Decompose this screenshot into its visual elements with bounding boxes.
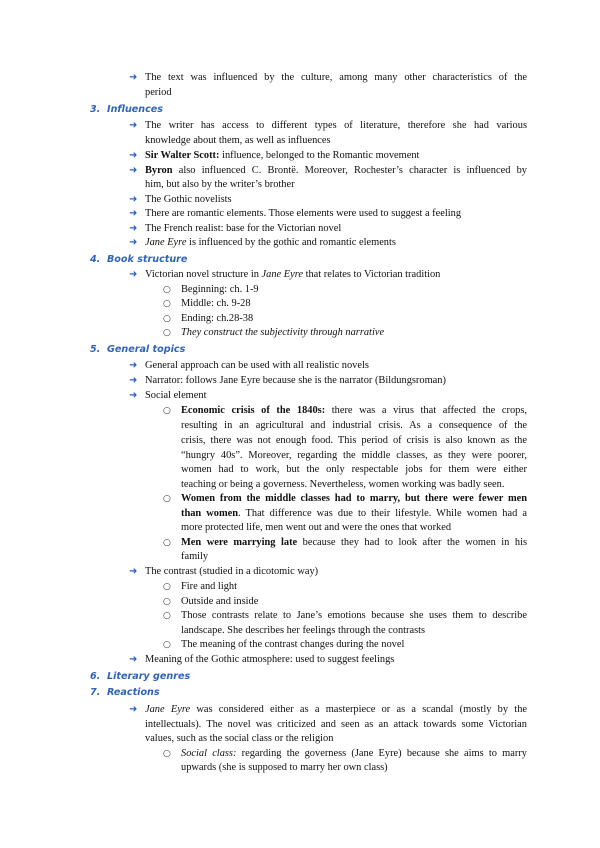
body-line: teaching or being a governess. Nevertheless, women working was badly seen.: [181, 479, 505, 490]
body-line: The meaning of the contrast changes during the novel: [181, 639, 405, 650]
body-line: more protected life, men went out and were the ones that worked: [181, 522, 452, 533]
circle-bullet-icon: ○: [163, 582, 171, 592]
arrow-bullet-icon: ➜: [129, 704, 138, 715]
circle-bullet-icon: ○: [163, 328, 171, 338]
body-line: The Gothic novelists: [145, 194, 232, 205]
arrow-bullet-icon: ➜: [129, 208, 138, 219]
circle-bullet-icon: ○: [163, 299, 171, 309]
arrow-bullet-icon: ➜: [129, 165, 138, 176]
body-line: Beginning: ch. 1-9: [181, 284, 259, 295]
arrow-bullet-icon: ➜: [129, 375, 138, 386]
body-line: Fire and light: [181, 581, 237, 592]
circle-bullet-icon: ○: [163, 406, 171, 416]
arrow-bullet-icon: ➜: [129, 654, 138, 665]
body-line: Byron also influenced C. Brontë. Moreover, Rochester’s character is influenced by: [145, 165, 527, 176]
arrow-bullet-icon: ➜: [129, 390, 138, 401]
arrow-bullet-icon: ➜: [129, 269, 138, 280]
arrow-bullet-icon: ➜: [129, 223, 138, 234]
body-line: Middle: ch. 9-28: [181, 298, 251, 309]
body-line: family: [181, 551, 209, 562]
body-line: Outside and inside: [181, 596, 259, 607]
body-line: Social class: regarding the governess (Jane Eyre) because she aims to marry: [181, 748, 527, 759]
body-line: Jane Eyre is influenced by the gothic and romantic elements: [145, 237, 396, 248]
body-line: intellectuals). The novel was criticized and seen as an attack towards some Victorian: [145, 719, 527, 730]
arrow-bullet-icon: ➜: [129, 237, 138, 248]
section-heading-reactions: 7. Reactions: [90, 687, 160, 698]
body-line: “hungry 40s”. Moreover, regarding the middle classes, as they were poorer,: [181, 450, 527, 461]
body-line: There are romantic elements. Those elements were used to suggest a feeling: [145, 208, 462, 219]
body-line: The text was influenced by the culture, among many other characteristics of the: [145, 72, 527, 83]
circle-bullet-icon: ○: [163, 314, 171, 324]
arrow-bullet-icon: ➜: [129, 72, 138, 83]
body-line: The writer has access to different types of literature, therefore she had various: [145, 120, 527, 131]
section-heading-book-structure: 4. Book structure: [90, 254, 188, 265]
circle-bullet-icon: ○: [163, 285, 171, 295]
arrow-bullet-icon: ➜: [129, 194, 138, 205]
body-line: knowledge about them, as well as influences: [145, 135, 331, 146]
body-line: crisis, there was not enough food. This period of crisis is also known as the: [181, 435, 527, 446]
body-line: Social element: [145, 390, 207, 401]
body-line: General approach can be used with all realistic novels: [145, 360, 369, 371]
body-line: Sir Walter Scott: influence, belonged to the Romantic movement: [145, 150, 420, 161]
body-line: The French realist: base for the Victorian novel: [145, 223, 342, 234]
circle-bullet-icon: ○: [163, 611, 171, 621]
section-heading-literary-genres: 6. Literary genres: [90, 671, 191, 682]
section-heading-influences: 3. Influences: [90, 104, 164, 115]
body-line: Victorian novel structure in Jane Eyre that relates to Victorian tradition: [145, 269, 441, 280]
body-line: Narrator: follows Jane Eyre because she is the narrator (Bildungsroman): [145, 375, 446, 386]
body-line: landscape. She describes her feelings through the contrasts: [181, 625, 426, 636]
body-line: Meaning of the Gothic atmosphere: used to suggest feelings: [145, 654, 395, 665]
section-heading-general-topics: 5. General topics: [90, 344, 186, 355]
body-line: upwards (she is supposed to marry her own class): [181, 762, 388, 773]
circle-bullet-icon: ○: [163, 597, 171, 607]
body-line: Jane Eyre was considered either as a masterpiece or as a scandal (mostly by the: [145, 704, 527, 715]
arrow-bullet-icon: ➜: [129, 566, 138, 577]
body-line: him, but also by the writer’s brother: [145, 179, 295, 190]
body-line: Men were marrying late because they had to look after the women in his: [181, 537, 527, 548]
body-line: The contrast (studied in a dicotomic way): [145, 566, 319, 577]
body-line: than women. That difference was due to their lifestyle. While women had a: [181, 508, 528, 519]
circle-bullet-icon: ○: [163, 749, 171, 759]
body-line: Those contrasts relate to Jane’s emotions because she uses them to describe: [181, 610, 527, 621]
circle-bullet-icon: ○: [163, 640, 171, 650]
body-line: Women from the middle classes had to marry, but there were fewer men: [181, 493, 527, 504]
body-line: values, such as the social class or the religion: [145, 733, 334, 744]
body-line: They construct the subjectivity through narrative: [181, 327, 385, 338]
circle-bullet-icon: ○: [163, 494, 171, 504]
arrow-bullet-icon: ➜: [129, 360, 138, 371]
body-line: resulting in an agricultural and industrial crisis. As a consequence of the: [181, 420, 527, 431]
circle-bullet-icon: ○: [163, 538, 171, 548]
body-line: women had to work, but the only respectable jobs for them were either: [181, 464, 527, 475]
arrow-bullet-icon: ➜: [129, 120, 138, 131]
body-line: Economic crisis of the 1840s: there was a virus that affected the crops,: [181, 405, 527, 416]
body-line: Ending: ch.28-38: [181, 313, 254, 324]
arrow-bullet-icon: ➜: [129, 150, 138, 161]
body-line: period: [145, 87, 172, 98]
